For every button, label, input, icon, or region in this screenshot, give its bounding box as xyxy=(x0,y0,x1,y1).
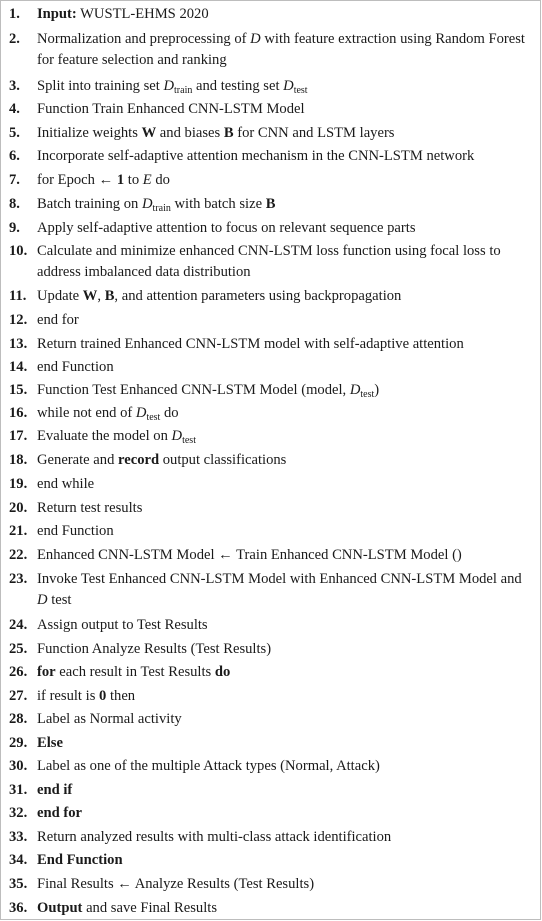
line-number: 36. xyxy=(9,900,28,916)
line-text xyxy=(37,545,534,566)
text-segment: Function Test Enhanced CNN-LSTM Model (model, xyxy=(37,382,350,398)
text-segment: end if xyxy=(37,782,73,798)
text-segment: each result in Test Results xyxy=(55,664,215,680)
line-text xyxy=(37,803,534,824)
line-text xyxy=(37,286,534,307)
subscript: test xyxy=(182,435,196,446)
line-number: 11. xyxy=(9,288,27,304)
line-text xyxy=(37,639,534,660)
text-segment: B xyxy=(265,196,276,212)
line-text xyxy=(37,686,534,707)
line-number: 8. xyxy=(9,196,20,212)
line-number: 27. xyxy=(9,688,28,704)
text-segment: WUSTL-EHMS 2020 xyxy=(76,6,209,22)
text-segment: D xyxy=(135,405,147,421)
text-segment: ) xyxy=(374,382,380,398)
line-number: 7. xyxy=(9,172,20,188)
line-text xyxy=(37,521,534,542)
text-segment: Normalization and preprocessing of xyxy=(37,31,251,47)
text-segment: Return test results xyxy=(37,500,143,516)
text-segment: Evaluate the model on xyxy=(37,428,172,444)
line-text xyxy=(37,403,534,425)
line-text xyxy=(37,357,534,378)
text-segment: Batch training on xyxy=(37,196,142,212)
text-segment: end for xyxy=(37,312,79,328)
line-text xyxy=(37,874,534,895)
text-segment: D xyxy=(349,382,361,398)
text-segment: and biases xyxy=(156,125,224,141)
line-number: 25. xyxy=(9,641,28,657)
line-number: 19. xyxy=(9,476,28,492)
line-text xyxy=(37,29,534,71)
text-segment: Label as Normal activity xyxy=(37,711,182,727)
line-text xyxy=(37,310,534,331)
text-segment: with batch size xyxy=(170,196,266,212)
line-number: 26. xyxy=(9,664,28,680)
text-segment: Update xyxy=(37,288,83,304)
text-segment: E xyxy=(142,172,152,188)
text-segment: Split into training set xyxy=(37,78,164,94)
line-number: 12. xyxy=(9,312,28,328)
text-segment: while not end of xyxy=(37,405,136,421)
text-segment: Generate and xyxy=(37,452,119,468)
line-text xyxy=(37,756,534,777)
text-segment: D xyxy=(163,78,175,94)
text-segment: record xyxy=(118,452,160,468)
line-number: 31. xyxy=(9,782,28,798)
text-segment: with feature extraction using Random Forest for feature selection and ranking xyxy=(37,31,525,68)
text-segment: do xyxy=(151,172,170,188)
line-text xyxy=(37,123,534,144)
text-segment: test xyxy=(47,592,72,608)
text-segment: for CNN and LSTM layers xyxy=(233,125,395,141)
text-segment: 1 xyxy=(116,172,125,188)
line-number: 15. xyxy=(9,382,28,398)
line-text xyxy=(37,241,534,283)
line-number: 10. xyxy=(9,243,28,259)
line-number: 4. xyxy=(9,101,20,117)
line-text xyxy=(37,709,534,730)
text-segment: D xyxy=(250,31,261,47)
text-segment: Return analyzed results with multi-class attack identification xyxy=(37,829,392,845)
text-segment: Return trained Enhanced CNN-LSTM model with self-adaptive attention xyxy=(37,336,464,352)
text-segment: and save Final Results xyxy=(82,900,217,916)
text-segment: Input: xyxy=(37,6,77,22)
line-number: 20. xyxy=(9,500,28,516)
line-text xyxy=(37,426,534,448)
text-segment: W xyxy=(82,288,98,304)
line-number: 16. xyxy=(9,405,28,421)
text-segment: Label as one of the multiple Attack types (Normal, Attack) xyxy=(37,758,380,774)
line-number: 32. xyxy=(9,805,28,821)
text-segment: Invoke Test Enhanced CNN-LSTM Model with Enhanced CNN-LSTM Model and xyxy=(37,571,522,587)
text-segment: , and attention parameters using backpropagation xyxy=(114,288,402,304)
text-segment: Else xyxy=(37,735,63,751)
text-segment: D xyxy=(283,78,294,94)
text-segment: D xyxy=(141,196,153,212)
line-number: 13. xyxy=(9,336,28,352)
line-number: 9. xyxy=(9,220,20,236)
line-text xyxy=(37,474,534,495)
text-segment: end Function xyxy=(37,359,114,375)
line-number: 30. xyxy=(9,758,28,774)
line-number: 18. xyxy=(9,452,28,468)
line-number: 33. xyxy=(9,829,28,845)
subscript: train xyxy=(152,203,171,214)
line-text xyxy=(37,615,534,636)
text-segment: then xyxy=(106,688,136,704)
line-number: 23. xyxy=(9,571,28,587)
text-segment: if result is xyxy=(37,688,100,704)
subscript: train xyxy=(174,85,193,96)
text-segment: end Function xyxy=(37,523,114,539)
text-segment: Final Results ← Analyze Results (Test Results) xyxy=(37,876,315,892)
text-segment: Output xyxy=(37,900,83,916)
line-number: 6. xyxy=(9,148,20,164)
text-segment: End Function xyxy=(37,852,123,868)
line-number: 35. xyxy=(9,876,28,892)
line-text xyxy=(37,898,534,919)
line-number: 2. xyxy=(9,31,20,47)
line-number: 28. xyxy=(9,711,28,727)
line-number: 17. xyxy=(9,428,28,444)
text-segment: Assign output to Test Results xyxy=(37,617,208,633)
line-number: 1. xyxy=(9,6,20,22)
subscript: test xyxy=(146,412,161,423)
line-number: 24. xyxy=(9,617,28,633)
line-text xyxy=(37,662,534,683)
line-text xyxy=(37,170,534,191)
line-text xyxy=(37,380,534,402)
line-number: 21. xyxy=(9,523,28,539)
text-segment: , xyxy=(97,288,105,304)
text-segment: for Epoch ← xyxy=(37,172,117,188)
text-segment: D xyxy=(37,592,48,608)
line-text xyxy=(37,827,534,848)
text-segment: Enhanced CNN-LSTM Model ← Train Enhanced CNN-LSTM Model () xyxy=(37,547,462,563)
text-segment: Function Train Enhanced CNN-LSTM Model xyxy=(37,101,305,117)
text-segment: Initialize weights xyxy=(37,125,142,141)
text-segment: 0 xyxy=(99,688,107,704)
text-segment: do xyxy=(214,664,231,680)
subscript: test xyxy=(360,389,375,400)
line-text xyxy=(37,733,534,754)
line-number: 5. xyxy=(9,125,20,141)
text-segment: Calculate and minimize enhanced CNN-LSTM loss function using focal loss to address imbalanced data distribution xyxy=(37,243,501,280)
text-segment: B xyxy=(104,288,115,304)
line-text xyxy=(37,850,534,871)
line-text xyxy=(37,780,534,801)
line-number: 14. xyxy=(9,359,28,375)
line-text xyxy=(37,76,534,98)
line-text xyxy=(37,99,534,120)
text-segment: end for xyxy=(37,805,82,821)
line-number: 3. xyxy=(9,78,20,94)
text-segment: D xyxy=(171,428,183,444)
subscript: test xyxy=(293,85,308,96)
text-segment: end while xyxy=(37,476,95,492)
line-text xyxy=(37,450,534,471)
line-text xyxy=(37,218,534,239)
line-text xyxy=(37,146,534,167)
line-text xyxy=(37,334,534,355)
text-segment: output classifications xyxy=(159,452,287,468)
line-number: 22. xyxy=(9,547,28,563)
line-text xyxy=(37,498,534,519)
line-text xyxy=(37,4,534,25)
text-segment: do xyxy=(160,405,179,421)
text-segment: Apply self-adaptive attention to focus on relevant sequence parts xyxy=(37,220,416,236)
text-segment: Function Analyze Results (Test Results) xyxy=(37,641,272,657)
line-number: 29. xyxy=(9,735,28,751)
line-number: 34. xyxy=(9,852,28,868)
line-text xyxy=(37,194,534,216)
text-segment: to xyxy=(124,172,143,188)
text-segment: B xyxy=(223,125,234,141)
line-text xyxy=(37,569,534,611)
text-segment: Incorporate self-adaptive attention mechanism in the CNN-LSTM network xyxy=(37,148,475,164)
text-segment: for xyxy=(37,664,56,680)
text-segment: W xyxy=(141,125,157,141)
text-segment: and testing set xyxy=(192,78,284,94)
